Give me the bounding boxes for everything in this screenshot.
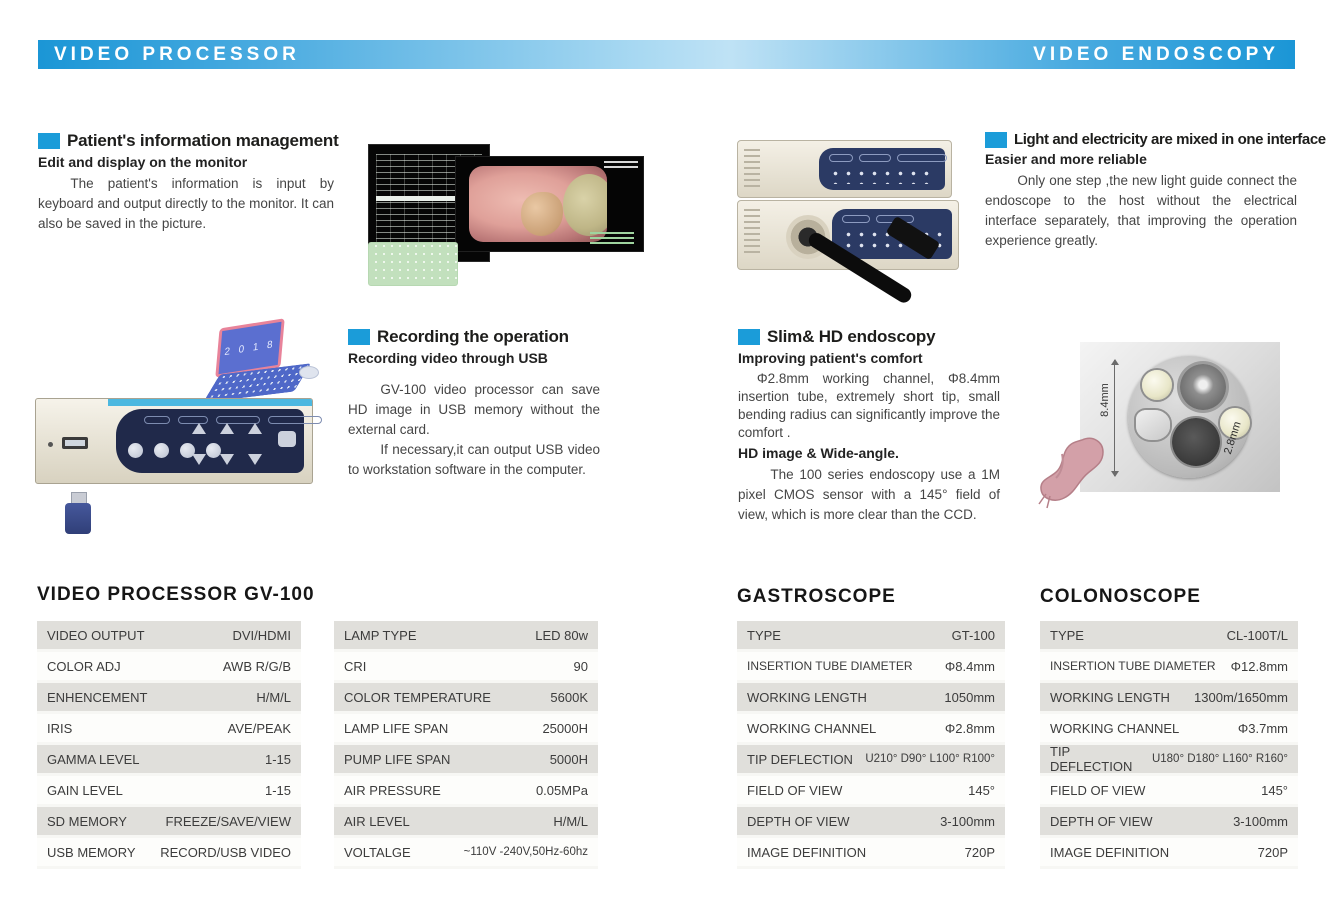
table-row: COLOR TEMPERATURE 5600K xyxy=(334,683,598,711)
table-row: WORKING CHANNEL Φ2.8mm xyxy=(737,714,1005,742)
section-patient-info xyxy=(38,131,339,234)
section-subtitle: HD image & Wide-angle. xyxy=(738,445,899,461)
usb-stick-graphic xyxy=(65,492,91,534)
tissue-mass-graphic xyxy=(521,192,563,236)
table-row: AIR LEVEL H/M/L xyxy=(334,807,598,835)
table-title-processor: VIDEO PROCESSOR GV-100 xyxy=(37,584,315,605)
table-row: ENHENCEMENT H/M/L xyxy=(37,683,301,711)
working-channel xyxy=(1172,418,1220,466)
header-bar xyxy=(38,40,1295,69)
table-row: WORKING LENGTH 1300m/1650mm xyxy=(1040,683,1298,711)
table-row: WORKING CHANNEL Φ3.7mm xyxy=(1040,714,1298,742)
section-body: Only one step ,the new light guide connect the endoscope to the host without the electrical interface separately, that improving the operation experience greatly. xyxy=(985,173,1297,248)
outer-diameter-label: 8.4mm xyxy=(1098,383,1111,417)
power-led xyxy=(48,442,53,447)
laptop-screen: 2 0 1 8 xyxy=(218,322,281,375)
section-body: Φ2.8mm working channel, Φ8.4mm insertion tube, extremely short tip, small bending radius can significantly improve the comfort . xyxy=(738,371,1000,440)
section-subtitle: Easier and more reliable xyxy=(985,151,1147,167)
processor-unit-top xyxy=(737,140,952,198)
section-body: The patient's information is input by keyboard and output directly to the monitor. It can also be saved in the picture. xyxy=(38,176,334,231)
section-subtitle: Improving patient's comfort xyxy=(738,350,923,366)
processor-stack-figure xyxy=(737,140,969,272)
channel-diameter-label: 2.8mm xyxy=(1221,420,1244,456)
dimension-line xyxy=(1114,360,1115,476)
mouse-graphic xyxy=(299,366,319,379)
section-body: If necessary,it can output USB video to workstation software in the computer. xyxy=(348,442,600,477)
table-row: INSERTION TUBE DIAMETER Φ12.8mm xyxy=(1040,652,1298,680)
keyboard-graphic xyxy=(368,242,458,286)
table-row: INSERTION TUBE DIAMETER Φ8.4mm xyxy=(737,652,1005,680)
table-row: GAMMA LEVEL 1-15 xyxy=(37,745,301,773)
table-row: IMAGE DEFINITION 720P xyxy=(1040,838,1298,866)
section-title: Recording the operation xyxy=(377,327,569,346)
table-row: AIR PRESSURE 0.05MPa xyxy=(334,776,598,804)
table-row: TIP DEFLECTION U180° D180° L160° R160° xyxy=(1040,745,1298,773)
colonoscope-spec-table xyxy=(1040,621,1298,869)
table-row: FIELD OF VIEW 145° xyxy=(1040,776,1298,804)
section-subtitle: Edit and display on the monitor xyxy=(38,154,248,170)
table-row: CRI 90 xyxy=(334,652,598,680)
control-panel xyxy=(116,409,304,473)
table-row: GAIN LEVEL 1-15 xyxy=(37,776,301,804)
processor-spec-table-left xyxy=(37,621,301,869)
section-body: The 100 series endoscopy use a 1M pixel CMOS sensor with a 145° field of view, which is more clear than the CCD. xyxy=(738,467,1000,522)
gv100-figure xyxy=(35,322,327,534)
monitor-screens-figure xyxy=(368,142,644,288)
table-row: TYPE CL-100T/L xyxy=(1040,621,1298,649)
menu-button xyxy=(278,431,296,447)
water-nozzle xyxy=(1136,410,1170,440)
osd-text-graphic xyxy=(590,232,634,246)
section-title: Slim& HD endoscopy xyxy=(767,327,936,346)
table-row: LAMP TYPE LED 80w xyxy=(334,621,598,649)
section-light-electricity xyxy=(985,131,1326,251)
vent-graphic xyxy=(744,149,760,188)
endoscopic-image xyxy=(469,166,607,242)
blue-stripe-graphic xyxy=(108,399,312,406)
table-row: DEPTH OF VIEW 3-100mm xyxy=(737,807,1005,835)
section-recording xyxy=(348,327,600,480)
section-title: Light and electricity are mixed in one interface xyxy=(1014,131,1326,148)
buttons-graphic xyxy=(829,168,937,184)
section-title: Patient's information management xyxy=(67,131,339,150)
page-title-left: VIDEO PROCESSOR xyxy=(54,43,300,65)
endoscope-tip-face xyxy=(1128,356,1250,478)
table-title-gastroscope: GASTROSCOPE xyxy=(737,586,896,607)
section-marker-icon xyxy=(738,329,760,345)
section-slim-hd xyxy=(738,327,1000,525)
gastroscope-spec-table xyxy=(737,621,1005,869)
table-title-colonoscope: COLONOSCOPE xyxy=(1040,586,1201,607)
table-row: WORKING LENGTH 1050mm xyxy=(737,683,1005,711)
laptop-graphic xyxy=(209,322,319,402)
table-row: IRIS AVE/PEAK xyxy=(37,714,301,742)
section-marker-icon xyxy=(348,329,370,345)
vent-graphic xyxy=(744,209,760,257)
light-guide-lens xyxy=(1142,370,1172,400)
table-row: DEPTH OF VIEW 3-100mm xyxy=(1040,807,1298,835)
table-row: USB MEMORY RECORD/USB VIDEO xyxy=(37,838,301,866)
table-row: PUMP LIFE SPAN 5000H xyxy=(334,745,598,773)
table-row: LAMP LIFE SPAN 25000H xyxy=(334,714,598,742)
section-body: GV-100 video processor can save HD image in USB memory without the external card. xyxy=(348,382,600,437)
camera-lens xyxy=(1180,364,1226,410)
table-row: TYPE GT-100 xyxy=(737,621,1005,649)
tissue-polyp-graphic xyxy=(563,174,607,236)
table-row: COLOR ADJ AWB R/G/B xyxy=(37,652,301,680)
gv100-front-panel xyxy=(35,398,313,484)
osd-text-graphic xyxy=(604,161,638,169)
table-row: IMAGE DEFINITION 720P xyxy=(737,838,1005,866)
control-panel xyxy=(819,148,945,190)
page-title-right: VIDEO ENDOSCOPY xyxy=(1033,43,1279,65)
endoscope-tip-figure xyxy=(1080,342,1280,492)
section-subtitle: Recording video through USB xyxy=(348,350,548,366)
section-marker-icon xyxy=(985,132,1007,148)
section-marker-icon xyxy=(38,133,60,149)
endoscopy-screen xyxy=(455,156,644,252)
table-row: TIP DEFLECTION U210° D90° L100° R100° xyxy=(737,745,1005,773)
stomach-illustration xyxy=(1032,434,1110,517)
arrow-buttons xyxy=(192,419,270,467)
table-row: SD MEMORY FREEZE/SAVE/VIEW xyxy=(37,807,301,835)
table-row: VIDEO OUTPUT DVI/HDMI xyxy=(37,621,301,649)
table-row: VOLTALGE ~110V -240V,50Hz-60hz xyxy=(334,838,598,866)
table-row: FIELD OF VIEW 145° xyxy=(737,776,1005,804)
processor-spec-table-right xyxy=(334,621,598,869)
usb-port xyxy=(62,437,88,449)
